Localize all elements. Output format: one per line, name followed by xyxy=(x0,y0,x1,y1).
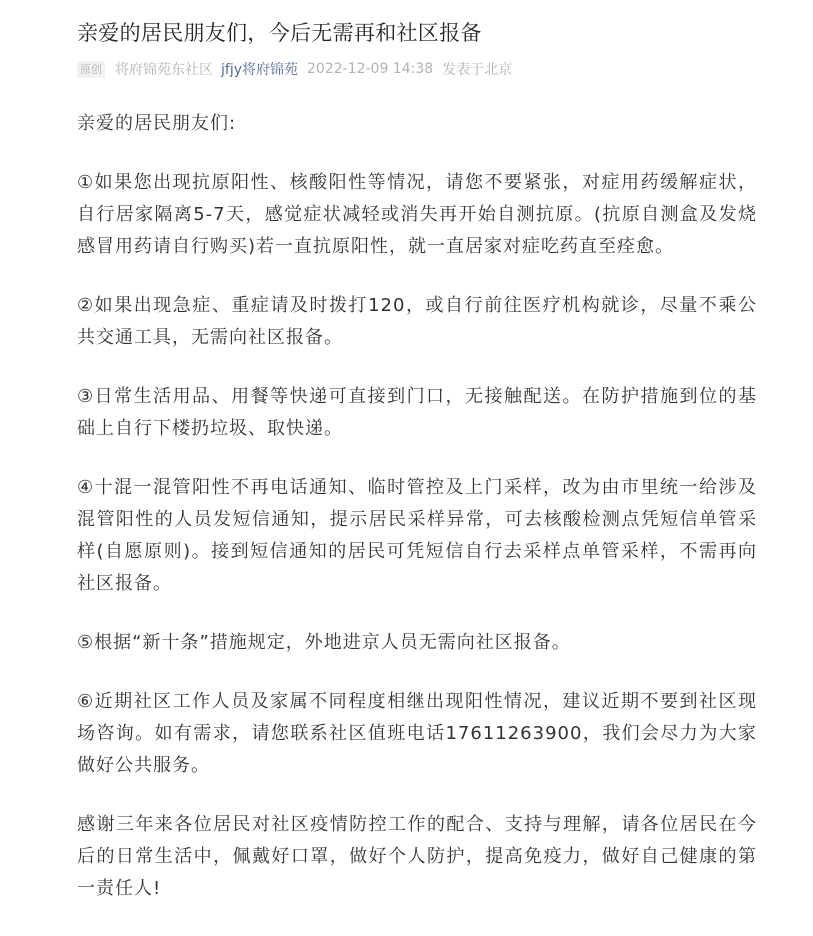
paragraph-item-1: ①如果您出现抗原阳性、核酸阳性等情况，请您不要紧张，对症用药缓解症状，自行居家隔离5-7天，感觉症状减轻或消失再开始自测抗原。(抗原自测盒及发烧感冒用药请自行购买)若一直抗原阳性，就一直居家对症吃药直至痊愈。 xyxy=(77,172,757,257)
paragraph-greeting: 亲爱的居民朋友们: xyxy=(77,113,237,134)
author-name: 将府锦苑东社区 xyxy=(115,62,213,78)
paragraph-item-3: ③日常生活用品、用餐等快递可直接到门口，无接触配送。在防护措施到位的基础上自行下楼扔垃圾、取快递。 xyxy=(77,386,757,439)
article-content xyxy=(77,108,757,905)
original-badge: 原创 xyxy=(77,61,105,78)
article xyxy=(77,0,757,932)
paragraph-item-5: ⑤根据“新十条”措施规定，外地进京人员无需向社区报备。 xyxy=(77,632,571,653)
account-link[interactable]: jfjy将府锦苑 xyxy=(221,62,298,78)
paragraph-item-6: ⑥近期社区工作人员及家属不同程度相继出现阳性情况，建议近期不要到社区现场咨询。如有需求，请您联系社区值班电话17611263900，我们会尽力为大家做好公共服务。 xyxy=(77,691,757,776)
paragraph-item-2: ②如果出现急症、重症请及时拨打120，或自行前往医疗机构就诊，尽量不乘公共交通工具，无需向社区报备。 xyxy=(77,295,757,348)
paragraph-item-4: ④十混一混管阳性不再电话通知、临时管控及上门采样，改为由市里统一给涉及混管阳性的人员发短信通知，提示居民采样异常，可去核酸检测点凭短信单管采样(自愿原则)。接到短信通知的居民可凭短信自行去采样点单管采样，不需再向社区报备。 xyxy=(77,477,757,594)
article-title: 亲爱的居民朋友们，今后无需再和社区报备 xyxy=(77,21,482,45)
article-meta xyxy=(77,58,757,80)
publish-time: 2022-12-09 14:38 xyxy=(307,61,434,77)
paragraph-closing: 感谢三年来各位居民对社区疫情防控工作的配合、支持与理解，请各位居民在今后的日常生活中，佩戴好口罩，做好个人防护，提高免疫力，做好自己健康的第一责任人! xyxy=(77,814,757,899)
publish-location: 发表于北京 xyxy=(442,62,513,78)
